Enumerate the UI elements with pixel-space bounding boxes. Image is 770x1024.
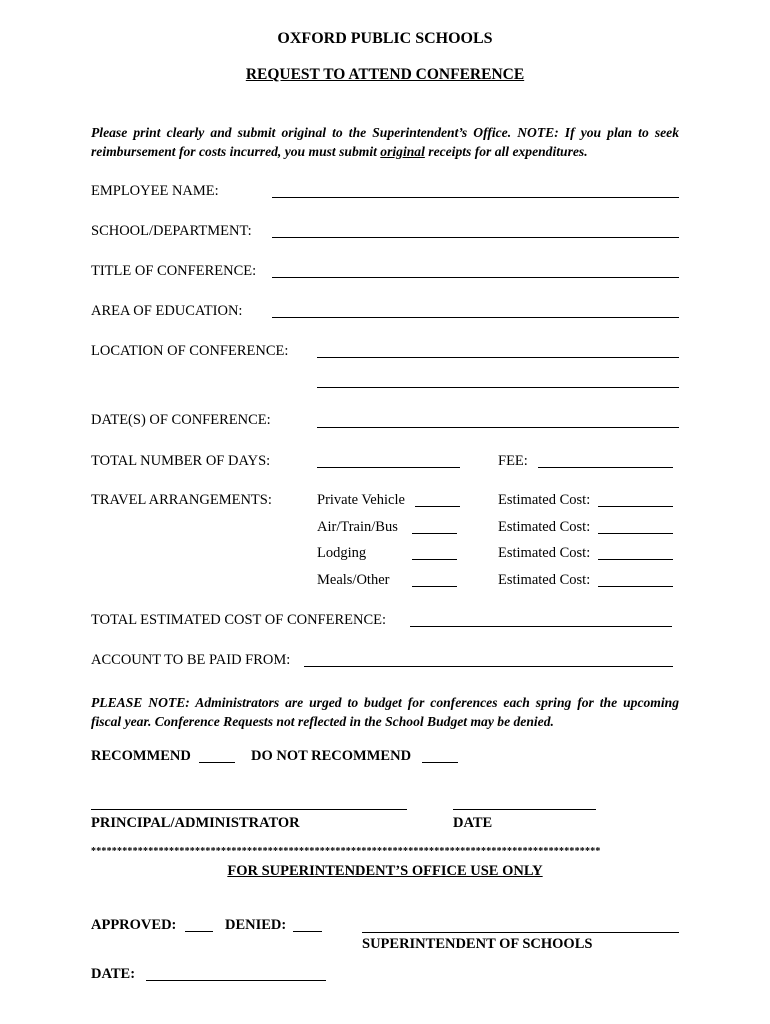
employee-name-field[interactable] xyxy=(272,197,679,198)
employee-name-label: EMPLOYEE NAME: xyxy=(91,183,219,199)
title-of-conference-label: TITLE OF CONFERENCE: xyxy=(91,263,257,279)
instructions-emphasis: original xyxy=(380,144,425,159)
fee-label: FEE: xyxy=(498,453,528,469)
instructions-part1: Please print clearly and submit original to the Superintendent’s Office. NOTE: If you plan to seek reimbursement for costs incurred, you must submit xyxy=(91,125,679,159)
approved-label: APPROVED: xyxy=(91,917,177,933)
location-of-conference-field-2[interactable] xyxy=(317,387,679,388)
denied-label: DENIED: xyxy=(225,917,287,933)
area-of-education-field[interactable] xyxy=(272,317,679,318)
air-train-bus-cost-label: Estimated Cost: xyxy=(498,519,591,535)
principal-date-field[interactable] xyxy=(453,809,596,810)
school-name: OXFORD PUBLIC SCHOOLS xyxy=(277,30,493,47)
lodging-cost-field[interactable] xyxy=(598,559,673,560)
meals-other-field[interactable] xyxy=(412,586,457,587)
lodging-cost-label: Estimated Cost: xyxy=(498,545,591,561)
account-to-be-paid-field[interactable] xyxy=(304,666,673,667)
title-of-conference-field[interactable] xyxy=(272,277,679,278)
total-days-field[interactable] xyxy=(317,467,460,468)
denied-field[interactable] xyxy=(293,931,322,932)
travel-item-lodging: Lodging xyxy=(317,545,367,561)
instructions-part2: receipts for all expenditures. xyxy=(424,144,588,159)
principal-signature-field[interactable] xyxy=(91,809,407,810)
recommend-label: RECOMMEND xyxy=(91,748,191,764)
private-vehicle-cost-field[interactable] xyxy=(598,506,673,507)
location-of-conference-label: LOCATION OF CONFERENCE: xyxy=(91,343,289,359)
travel-arrangements-label: TRAVEL ARRANGEMENTS: xyxy=(91,492,272,508)
do-not-recommend-field[interactable] xyxy=(422,762,458,763)
private-vehicle-field[interactable] xyxy=(415,506,460,507)
air-train-bus-field[interactable] xyxy=(412,533,457,534)
location-of-conference-field[interactable] xyxy=(317,357,679,358)
account-to-be-paid-label: ACCOUNT TO BE PAID FROM: xyxy=(91,652,291,668)
do-not-recommend-label: DO NOT RECOMMEND xyxy=(251,748,412,764)
air-train-bus-cost-field[interactable] xyxy=(598,533,673,534)
dates-of-conference-label: DATE(S) OF CONFERENCE: xyxy=(91,412,271,428)
total-days-label: TOTAL NUMBER OF DAYS: xyxy=(91,453,271,469)
date-label: DATE xyxy=(453,815,493,831)
travel-item-air-train-bus: Air/Train/Bus xyxy=(317,519,398,535)
dates-of-conference-field[interactable] xyxy=(317,427,679,428)
travel-item-private-vehicle: Private Vehicle xyxy=(317,492,405,508)
school-department-label: SCHOOL/DEPARTMENT: xyxy=(91,223,252,239)
office-use-heading: FOR SUPERINTENDENT’S OFFICE USE ONLY xyxy=(227,863,543,879)
lodging-field[interactable] xyxy=(412,559,457,560)
area-of-education-label: AREA OF EDUCATION: xyxy=(91,303,243,319)
total-estimated-cost-label: TOTAL ESTIMATED COST OF CONFERENCE: xyxy=(91,612,387,628)
office-date-label: DATE: xyxy=(91,966,136,982)
meals-other-cost-field[interactable] xyxy=(598,586,673,587)
superintendent-label: SUPERINTENDENT OF SCHOOLS xyxy=(362,936,593,952)
superintendent-signature-field[interactable] xyxy=(362,932,679,933)
approved-field[interactable] xyxy=(185,931,213,932)
instructions xyxy=(91,123,679,161)
travel-item-meals-other: Meals/Other xyxy=(317,572,390,588)
office-date-field[interactable] xyxy=(146,980,326,981)
meals-other-cost-label: Estimated Cost: xyxy=(498,572,591,588)
recommend-field[interactable] xyxy=(199,762,235,763)
private-vehicle-cost-label: Estimated Cost: xyxy=(498,492,591,508)
please-note: PLEASE NOTE: Administrators are urged to budget for conferences each spring for the upcoming fiscal year. Conference Requests not reflected in the School Budget may be denied. xyxy=(91,695,679,729)
separator: ************************************************************************************************** xyxy=(91,846,601,857)
total-estimated-cost-field[interactable] xyxy=(410,626,672,627)
principal-label: PRINCIPAL/ADMINISTRATOR xyxy=(91,815,300,831)
school-department-field[interactable] xyxy=(272,237,679,238)
form-title: REQUEST TO ATTEND CONFERENCE xyxy=(245,66,525,83)
fee-field[interactable] xyxy=(538,467,673,468)
